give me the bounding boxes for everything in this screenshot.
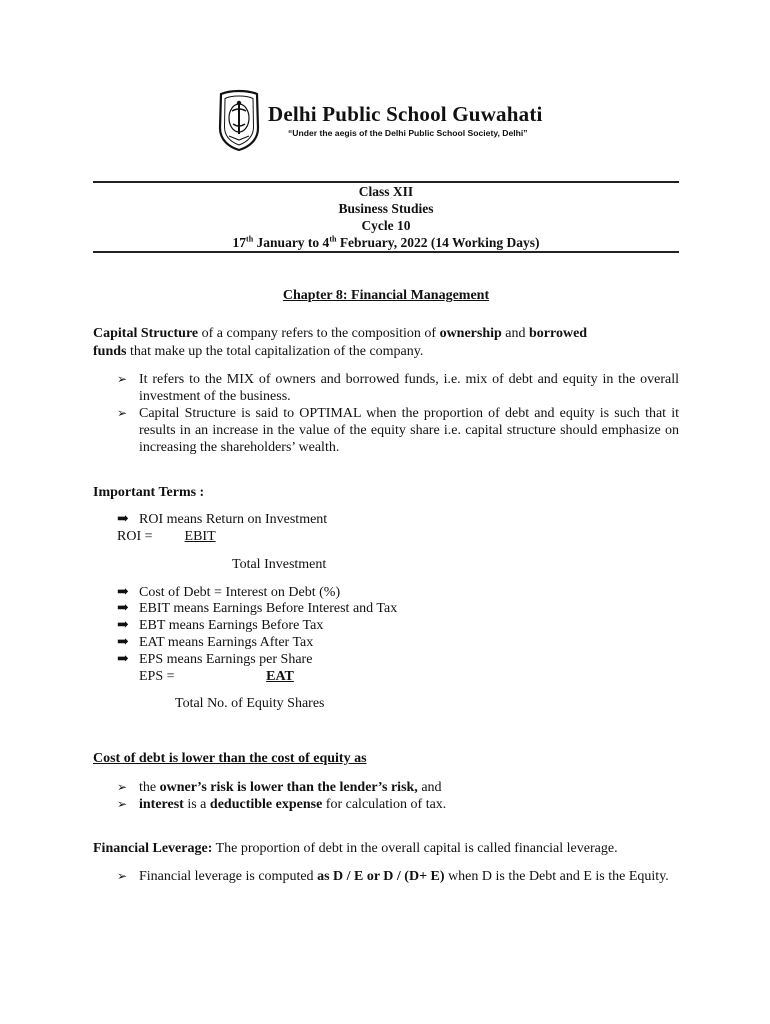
school-name: Delhi Public School Guwahati (268, 102, 543, 126)
capital-structure-definition: Capital Structure of a company refers to the composition of ownership and borrowed funds that make up the total capitalization of the company. (93, 326, 588, 359)
header-rule-bottom (93, 251, 679, 253)
pointer-bullet-icon: ➡ (117, 512, 129, 527)
header-rule-top (93, 181, 679, 183)
roi-formula: ROI = EBIT (117, 529, 216, 544)
class-label: Class XII (358, 184, 414, 199)
pointer-bullet-icon: ➡ (117, 618, 129, 633)
cost-of-debt-heading: Cost of debt is lower than the cost of equity as (93, 751, 367, 766)
subject-label: Business Studies (338, 201, 434, 216)
chapter-title: Chapter 8: Financial Management (282, 288, 490, 303)
cycle-label: Cycle 10 (361, 218, 411, 233)
pointer-bullet-icon: ➡ (117, 635, 129, 650)
pointer-bullet-icon: ➡ (117, 585, 129, 600)
dps-crest-icon (216, 88, 262, 152)
eps-denominator: Total No. of Equity Shares (175, 696, 325, 711)
financial-leverage-definition: Financial Leverage: The proportion of debt in the overall capital is called financial leverage. (93, 841, 618, 856)
roi-denominator: Total Investment (232, 557, 327, 572)
date-range: 17th January to 4th February, 2022 (14 Working Days) (232, 234, 540, 250)
important-terms-heading: Important Terms : (93, 485, 205, 500)
pointer-bullet-icon: ➡ (117, 601, 129, 616)
school-tagline: “Under the aegis of the Delhi Public School Society, Delhi” (288, 128, 528, 138)
eps-formula: EPS = EAT (139, 669, 294, 684)
arrow-bullet-icon: ➢ (117, 406, 128, 420)
pointer-bullet-icon: ➡ (117, 652, 129, 667)
arrow-bullet-icon: ➢ (117, 780, 128, 794)
arrow-bullet-icon: ➢ (117, 372, 128, 386)
arrow-bullet-icon: ➢ (117, 797, 128, 811)
arrow-bullet-icon: ➢ (117, 869, 128, 883)
